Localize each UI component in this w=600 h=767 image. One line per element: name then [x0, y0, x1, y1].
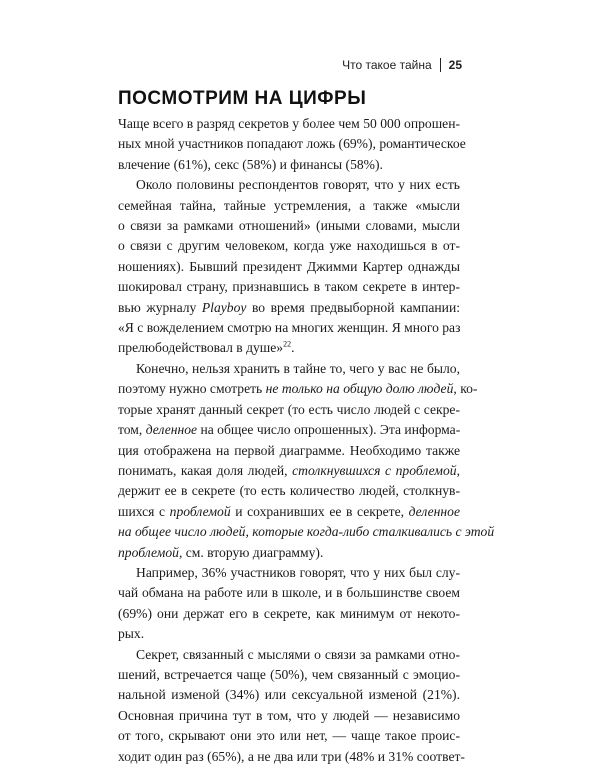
text-line: проблемой, см. вторую диаграмму).: [118, 544, 324, 560]
running-head-chapter: Что такое тайна: [342, 58, 432, 72]
text-line: Конечно, нельзя хранить в тайне то, чего у вас не было,: [136, 360, 460, 376]
text-line: рых.: [118, 626, 145, 642]
text-line: (69%) они держат его в секрете, как минимум от некото-: [118, 605, 460, 621]
text-line: от того, скрывают они это или нет, — чаще такое проис-: [118, 728, 460, 744]
running-head-divider: [440, 58, 441, 72]
text-line: о связи за рамками отношений» (иными словами, мысли: [118, 218, 460, 234]
text-line: том, деленное на общее число опрошенных). Эта информа-: [118, 422, 461, 438]
text-line: Например, 36% участников говорят, что у них был слу-: [136, 564, 460, 580]
page-number: 25: [448, 58, 462, 72]
text-line: «Я с вожделением смотрю на многих женщин. Я много раз: [118, 320, 461, 336]
text-line: ных мной участников попадают ложь (69%), романтическое: [118, 136, 466, 152]
text-line: держит ее в секрете (то есть количество людей, столкнув-: [118, 483, 460, 499]
text-line: вью журналу Playboy во время предвыборной кампании:: [118, 299, 460, 315]
text-line: влечение (61%), секс (58%) и финансы (58%).: [118, 156, 383, 172]
text-line: на общее число людей, которые когда-либо сталкивались с этой: [118, 524, 495, 540]
text-line: нальной изменой (34%) или сексуальной изменой (21%).: [118, 687, 460, 703]
body-text: [118, 114, 495, 767]
text-line: ция отображена на первой диаграмме. Необходимо также: [118, 442, 460, 458]
section-heading: ПОСМОТРИМ НА ЦИФРЫ: [118, 88, 367, 109]
text-line: Секрет, связанный с мыслями о связи за рамками отно-: [136, 646, 460, 662]
footnote-marker: 22: [283, 339, 292, 349]
text-line: шений, встречается чаще (50%), чем связанный с эмоцио-: [118, 666, 460, 682]
text-line: Чаще всего в разряд секретов у более чем 50 000 опрошен-: [118, 116, 460, 131]
text-line: Около половины респондентов говорят, что у них есть: [136, 177, 460, 193]
text-line: ношениях). Бывший президент Джимми Картер однажды: [118, 258, 460, 274]
running-head: [342, 58, 462, 72]
text-line: поэтому нужно смотреть не только на общую долю людей, ко-: [118, 381, 478, 397]
text-line: торые хранят данный секрет (то есть число людей с секре-: [118, 401, 460, 417]
text-line: ходит один раз (65%), а не два или три (48% и 31% соответ-: [118, 748, 465, 764]
text-line: прелюбодействовал в душе»$^{22}$.: [118, 339, 295, 356]
text-line: семейная тайна, тайные устремления, а также «мысли: [118, 197, 460, 213]
text-line: понимать, какая доля людей, столкнувшихся с проблемой,: [118, 462, 460, 478]
text-line: Основная причина тут в том, что у людей — независимо: [118, 707, 460, 723]
text-line: о связи с другим человеком, когда уже находишься в от-: [118, 238, 460, 254]
text-line: шокировал страну, признавшись в таком секрете в интер-: [118, 279, 460, 295]
text-line: шихся с проблемой и сохранивших ее в секрете, деленное: [118, 503, 460, 519]
text-line: чай обмана на работе или в школе, и в большинстве своем: [118, 585, 460, 601]
